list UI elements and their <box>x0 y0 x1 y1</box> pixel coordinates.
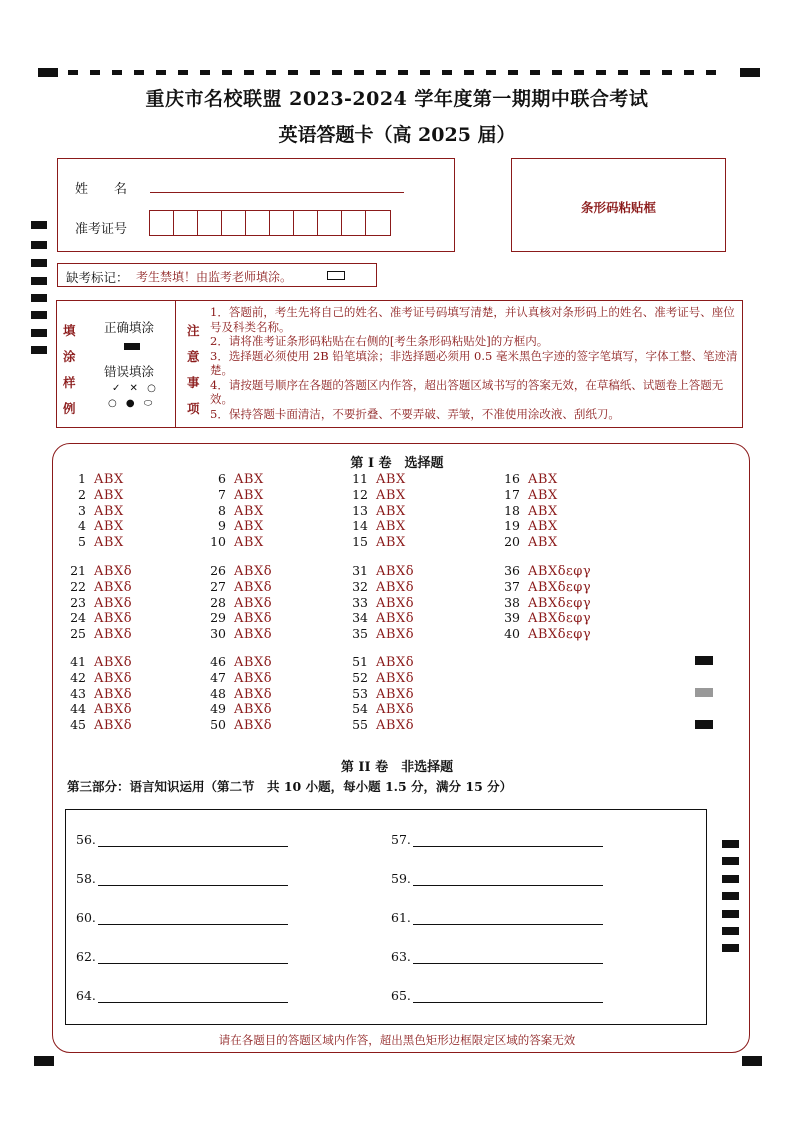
choice-question[interactable] <box>200 534 264 550</box>
correct-fill-mark <box>124 343 140 350</box>
choice-question[interactable] <box>494 579 591 595</box>
question-number: 39 <box>504 610 520 626</box>
question-number: 52 <box>352 669 368 685</box>
question-number: 6 <box>218 471 226 486</box>
fill-blank-item[interactable] <box>76 910 288 925</box>
blank-number: 59. <box>391 871 411 886</box>
note-item: 3．选择题必须使用 2B 铅笔填涂；非选择题必须用 0.5 毫米黑色字迹的签字笔填写，字体工整、笔迹清楚。 <box>210 348 738 377</box>
answer-options[interactable]: ABXδ <box>234 718 273 734</box>
choice-question[interactable] <box>200 579 272 595</box>
answer-options[interactable]: ABX <box>94 503 124 519</box>
wrong-fill-label: 错误填涂 <box>104 364 155 379</box>
answer-options[interactable]: ABX <box>528 472 558 487</box>
blank-number: 63. <box>391 949 411 964</box>
question-number: 24 <box>70 610 86 626</box>
answer-options[interactable]: ABXδ <box>94 627 133 643</box>
blank-number: 58. <box>76 871 96 886</box>
question-number: 12 <box>352 486 368 502</box>
answer-options[interactable]: ABXδ <box>376 579 415 595</box>
question-number: 17 <box>504 486 520 502</box>
question-number: 26 <box>210 563 226 578</box>
answer-options[interactable]: ABXδ <box>94 655 133 670</box>
exam-id-label: 准考证号 <box>75 222 128 237</box>
question-number: 14 <box>352 518 368 534</box>
question-number: 45 <box>70 717 86 733</box>
question-number: 8 <box>218 502 226 518</box>
answer-options[interactable]: ABXδ <box>234 655 273 670</box>
name-label: 姓 名 <box>75 182 128 197</box>
note-item: 2．请将准考证条形码粘贴在右侧的[考生条形码粘贴处]的方框内。 <box>210 334 549 348</box>
answer-line[interactable] <box>98 832 288 847</box>
question-number: 44 <box>70 701 86 717</box>
exam-id-cells[interactable] <box>149 210 391 236</box>
choice-question[interactable] <box>60 471 124 487</box>
correct-fill-label: 正确填涂 <box>104 320 155 335</box>
choice-question[interactable] <box>60 686 132 702</box>
answer-options[interactable]: ABX <box>234 487 264 503</box>
choice-question[interactable] <box>342 518 406 534</box>
choice-question[interactable] <box>200 686 272 702</box>
blank-number: 56. <box>76 832 96 847</box>
question-number: 36 <box>504 563 520 578</box>
choice-question[interactable] <box>200 610 272 626</box>
name-input-line[interactable] <box>150 192 404 193</box>
question-number: 5 <box>78 534 86 550</box>
wrong-fill-marks-row1: ✓ ✕ ○ <box>112 383 159 394</box>
answer-options[interactable]: ABXδ <box>234 686 273 702</box>
choice-question[interactable] <box>342 579 414 595</box>
top-dash-track <box>68 70 724 75</box>
question-number: 31 <box>352 563 368 578</box>
question-number: 37 <box>504 578 520 594</box>
choice-question[interactable] <box>342 534 406 550</box>
question-number: 1 <box>78 471 86 486</box>
answer-options[interactable]: ABXδ <box>376 702 415 718</box>
question-number: 23 <box>70 594 86 610</box>
answer-options[interactable]: ABXδεφγ <box>528 564 592 579</box>
question-number: 50 <box>210 717 226 733</box>
answer-line[interactable] <box>413 871 603 886</box>
choice-question[interactable] <box>60 487 124 503</box>
wrong-fill-marks-row2: ○ ● ⬭ <box>108 398 156 409</box>
answer-options[interactable]: ABX <box>94 519 124 535</box>
question-number: 15 <box>352 534 368 550</box>
blank-number: 62. <box>76 949 96 964</box>
choice-question[interactable] <box>60 563 132 579</box>
fill-blank-item[interactable] <box>391 988 603 1003</box>
answer-options[interactable]: ABX <box>94 535 124 551</box>
choice-question[interactable] <box>494 534 558 550</box>
choice-question[interactable] <box>342 717 414 733</box>
note-item: 5．保持答题卡面清洁，不要折叠、不要弄破、弄皱，不准使用涂改液、刮纸刀。 <box>210 406 620 421</box>
question-number: 7 <box>218 486 226 502</box>
fill-blank-item[interactable] <box>76 988 288 1003</box>
question-number: 46 <box>210 654 226 669</box>
choice-question[interactable] <box>200 487 264 503</box>
question-number: 47 <box>210 669 226 685</box>
answer-line[interactable] <box>413 988 603 1003</box>
choice-question[interactable] <box>200 503 264 519</box>
footer-warning: 请在各题目的答题区域内作答，超出黑色矩形边框限定区域的答案无效 <box>218 1033 576 1047</box>
choice-question[interactable] <box>60 534 124 550</box>
choice-question[interactable] <box>342 670 414 686</box>
blank-number: 57. <box>391 832 411 847</box>
choice-question[interactable] <box>494 503 558 519</box>
choice-question[interactable] <box>200 595 272 611</box>
answer-options[interactable]: ABX <box>234 503 264 519</box>
answer-options[interactable]: ABX <box>528 487 558 503</box>
answer-options[interactable]: ABX <box>528 519 558 535</box>
choice-question[interactable] <box>200 471 264 487</box>
choice-question[interactable] <box>342 487 406 503</box>
question-number: 3 <box>78 502 86 518</box>
choice-question[interactable] <box>60 701 132 717</box>
choice-question[interactable] <box>342 610 414 626</box>
blank-number: 64. <box>76 988 96 1003</box>
answer-options[interactable]: ABXδ <box>234 702 273 718</box>
choice-question[interactable] <box>60 717 132 733</box>
choice-question[interactable] <box>60 610 132 626</box>
corner-mark-top-left <box>38 68 58 77</box>
answer-line[interactable] <box>413 910 603 925</box>
question-number: 10 <box>210 534 226 550</box>
corner-mark-top-right <box>740 68 760 77</box>
answer-options[interactable]: ABXδ <box>94 702 133 718</box>
right-timing-mark <box>695 656 713 665</box>
question-number: 4 <box>78 518 86 534</box>
question-number: 35 <box>352 626 368 642</box>
absent-mark-label: 缺考标记： <box>66 270 129 285</box>
blank-number: 61. <box>391 910 411 925</box>
note-item: 4．请按题号顺序在各题的答题区内作答，超出答题区域书写的答案无效，在草稿纸、试题卷上答题无效。 <box>210 377 724 406</box>
answer-line[interactable] <box>98 949 288 964</box>
fill-blank-item[interactable] <box>76 832 288 847</box>
blank-number: 65. <box>391 988 411 1003</box>
answer-line[interactable] <box>98 871 288 886</box>
question-number: 18 <box>504 502 520 518</box>
choice-question[interactable] <box>200 518 264 534</box>
answer-line[interactable] <box>98 910 288 925</box>
question-number: 38 <box>504 594 520 610</box>
student-info-box <box>57 158 455 252</box>
choice-question[interactable] <box>200 670 272 686</box>
part2-title: 第 II 卷 非选择题 <box>340 760 454 775</box>
choice-question[interactable] <box>200 654 272 670</box>
choice-question[interactable] <box>60 626 132 642</box>
question-number: 33 <box>352 594 368 610</box>
question-number: 25 <box>70 626 86 642</box>
notes-side-label: 注 意 事 项 <box>187 323 200 416</box>
question-number: 55 <box>352 717 368 733</box>
answer-options[interactable]: ABX <box>376 503 406 519</box>
question-number: 28 <box>210 594 226 610</box>
question-number: 29 <box>210 610 226 626</box>
answer-options[interactable]: ABXδ <box>376 627 415 643</box>
answer-options[interactable]: ABXδ <box>94 670 133 686</box>
part1-title: 第 I 卷 选择题 <box>350 456 444 471</box>
choice-question[interactable] <box>342 686 414 702</box>
choice-question[interactable] <box>494 518 558 534</box>
answer-line[interactable] <box>98 988 288 1003</box>
choice-question[interactable] <box>342 503 406 519</box>
answer-options[interactable]: ABXδ <box>376 595 415 611</box>
choice-question[interactable] <box>200 717 272 733</box>
answer-options[interactable]: ABXδ <box>376 686 415 702</box>
choice-question[interactable] <box>342 626 414 642</box>
choice-question[interactable] <box>200 563 272 579</box>
fill-blank-item[interactable] <box>391 871 603 886</box>
answer-options[interactable]: ABXδεφγ <box>528 579 592 595</box>
question-number: 48 <box>210 685 226 701</box>
barcode-label: 条形码粘贴框 <box>580 200 656 215</box>
answer-options[interactable]: ABXδ <box>234 670 273 686</box>
choice-question[interactable] <box>200 701 272 717</box>
question-number: 54 <box>352 701 368 717</box>
question-number: 40 <box>504 626 520 642</box>
fill-blank-item[interactable] <box>76 949 288 964</box>
choice-question[interactable] <box>494 471 558 487</box>
question-number: 21 <box>70 563 86 578</box>
answer-options[interactable]: ABXδ <box>94 686 133 702</box>
absent-mark-text: 考生禁填！由监考老师填涂。 <box>136 270 293 284</box>
choice-question[interactable] <box>342 595 414 611</box>
question-number: 19 <box>504 518 520 534</box>
answer-line[interactable] <box>413 832 603 847</box>
notes-list <box>210 305 738 421</box>
answer-options[interactable]: ABXδ <box>94 718 133 734</box>
answer-options[interactable]: ABXδ <box>234 579 273 595</box>
part2-section-heading: 第三部分：语言知识运用（第二节 共 10 小题，每小题 1.5 分，满分 15 分） <box>67 779 513 794</box>
answer-options[interactable]: ABXδ <box>376 564 415 579</box>
choice-question[interactable] <box>342 563 414 579</box>
right-timing-mark <box>695 720 713 729</box>
choice-question[interactable] <box>200 626 272 642</box>
answer-options[interactable]: ABXδ <box>376 718 415 734</box>
answer-options[interactable]: ABX <box>376 519 406 535</box>
absent-mark-bubble[interactable] <box>327 271 345 280</box>
answer-options[interactable]: ABXδ <box>94 579 133 595</box>
question-number: 41 <box>70 654 86 669</box>
question-number: 13 <box>352 502 368 518</box>
answer-options[interactable]: ABX <box>376 487 406 503</box>
question-number: 22 <box>70 578 86 594</box>
answer-options[interactable]: ABX <box>94 472 124 487</box>
choice-question[interactable] <box>342 654 414 670</box>
question-number: 43 <box>70 685 86 701</box>
answer-options[interactable]: ABX <box>234 472 264 487</box>
answer-options[interactable]: ABXδ <box>94 611 133 627</box>
choice-question[interactable] <box>60 579 132 595</box>
choice-question[interactable] <box>60 503 124 519</box>
answer-options[interactable]: ABX <box>94 487 124 503</box>
right-timing-mark <box>695 688 713 697</box>
answer-options[interactable]: ABXδ <box>234 627 273 643</box>
answer-options[interactable]: ABX <box>528 535 558 551</box>
exam-title: 重庆市名校联盟 2023-2024 学年度第一期期中联合考试 <box>145 88 649 110</box>
question-number: 42 <box>70 669 86 685</box>
fill-blank-item[interactable] <box>391 832 603 847</box>
choice-question[interactable] <box>60 518 124 534</box>
question-number: 2 <box>78 486 86 502</box>
answer-options[interactable]: ABXδ <box>376 670 415 686</box>
answer-options[interactable]: ABXδ <box>94 595 133 611</box>
answer-options[interactable]: ABX <box>528 503 558 519</box>
note-item: 1．答题前，考生先将自己的姓名、准考证号码填写清楚，并认真核对条形码上的姓名、准考证号、座位号及科类名称。 <box>210 305 735 334</box>
fill-blank-item[interactable] <box>391 949 603 964</box>
corner-mark-bottom-right <box>742 1056 762 1066</box>
instructions-divider <box>175 300 176 428</box>
answer-options[interactable]: ABX <box>234 535 264 551</box>
answer-options[interactable]: ABXδ <box>234 611 273 627</box>
answer-options[interactable]: ABXδ <box>234 564 273 579</box>
answer-options[interactable]: ABXδ <box>376 611 415 627</box>
question-number: 34 <box>352 610 368 626</box>
answer-options[interactable]: ABXδ <box>94 564 133 579</box>
fill-blank-item[interactable] <box>391 910 603 925</box>
choice-question[interactable] <box>60 670 132 686</box>
answer-options[interactable]: ABX <box>234 519 264 535</box>
blank-number: 60. <box>76 910 96 925</box>
choice-question[interactable] <box>494 487 558 503</box>
choice-question[interactable] <box>494 595 591 611</box>
choice-question[interactable] <box>342 471 406 487</box>
choice-question[interactable] <box>60 654 132 670</box>
answer-options[interactable]: ABXδ <box>376 655 415 670</box>
answer-line[interactable] <box>413 949 603 964</box>
choice-question[interactable] <box>60 595 132 611</box>
card-subtitle: 英语答题卡（高 2025 届） <box>278 124 516 146</box>
question-number: 20 <box>504 534 520 550</box>
fill-blank-item[interactable] <box>76 871 288 886</box>
choice-question[interactable] <box>494 626 591 642</box>
question-number: 27 <box>210 578 226 594</box>
question-number: 16 <box>504 471 520 486</box>
question-number: 30 <box>210 626 226 642</box>
answer-options[interactable]: ABXδεφγ <box>528 611 592 627</box>
question-number: 9 <box>218 518 226 534</box>
question-number: 53 <box>352 685 368 701</box>
corner-mark-bottom-left <box>34 1056 54 1066</box>
question-number: 32 <box>352 578 368 594</box>
question-number: 49 <box>210 701 226 717</box>
answer-options[interactable]: ABX <box>376 472 406 487</box>
answer-options[interactable]: ABX <box>376 535 406 551</box>
question-number: 51 <box>352 654 368 669</box>
answer-options[interactable]: ABXδεφγ <box>528 595 592 611</box>
question-number: 11 <box>352 471 368 486</box>
choice-question[interactable] <box>342 701 414 717</box>
choice-question[interactable] <box>494 610 591 626</box>
choice-question[interactable] <box>494 563 591 579</box>
fill-example-side-label: 填 涂 样 例 <box>63 323 76 416</box>
answer-options[interactable]: ABXδεφγ <box>528 627 592 643</box>
answer-options[interactable]: ABXδ <box>234 595 273 611</box>
